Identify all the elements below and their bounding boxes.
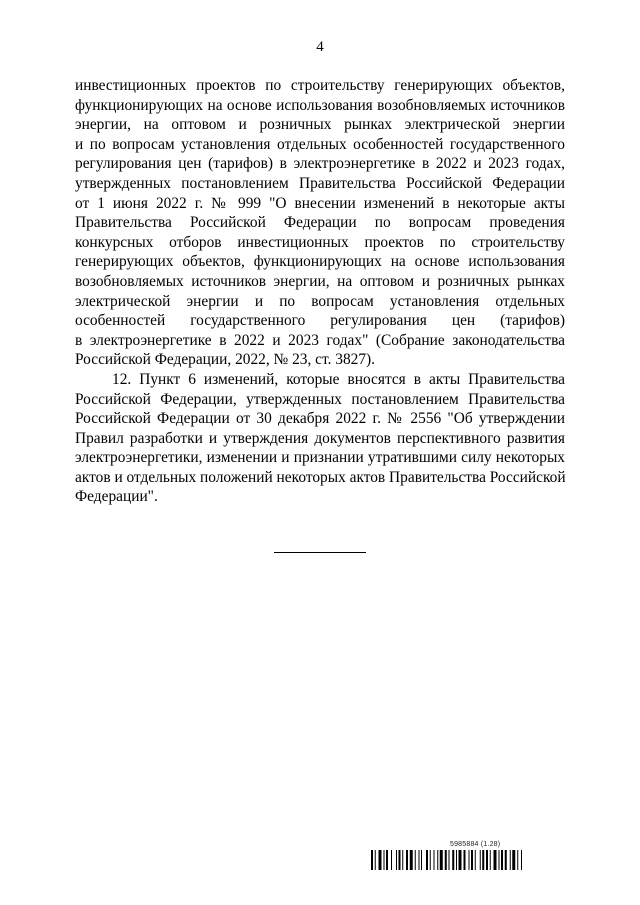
paragraph-1-line: утвержденных постановлением Правительства Российской Федерации <box>75 174 565 192</box>
barcode-label: 5985884 (1.28) <box>450 841 501 848</box>
paragraph-1-line: генерирующих объектов, функционирующих на основе использования <box>75 253 565 271</box>
paragraph-1-line: от 1 июня 2022 г. № 999 "О внесении изменений в некоторые акты <box>75 194 565 212</box>
paragraph-1-line: возобновляемых источников энергии, на оптовом и розничных рынках <box>75 272 565 290</box>
paragraph-1-line: инвестиционных проектов по строительству генерирующих объектов, <box>75 77 565 94</box>
paragraph-1-line: электрической энергии и по вопросам установления отдельных <box>75 292 565 310</box>
paragraph-2-line: Российской Федерации от 30 декабря 2022 г. № 2556 "Об утверждении <box>75 410 565 428</box>
paragraph-1-line: конкурсных отборов инвестиционных проектов по строительству <box>75 233 565 251</box>
paragraph-1-line: особенностей государственного регулирования цен (тарифов) <box>75 312 565 330</box>
paragraph-2-line: Правил разработки и утверждения документов перспективного развития <box>75 429 565 447</box>
paragraph-1-line: в электроэнергетике в 2022 и 2023 годах" (Собрание законодательства <box>75 331 565 349</box>
paragraph-1-line: Правительства Российской Федерации по вопросам проведения <box>75 214 565 232</box>
document-body <box>75 76 565 507</box>
page-number: 4 <box>316 39 324 55</box>
barcode-icon <box>371 850 567 870</box>
paragraph-1-line: энергии, на оптовом и розничных рынках электрической энергии <box>75 116 565 134</box>
paragraph-1-line: и по вопросам установления отдельных особенностей государственного <box>75 135 565 153</box>
paragraph-1-last-line: Российской Федерации, 2022, № 23, ст. 3827). <box>75 351 376 369</box>
paragraph-2-line: электроэнергетики, изменении и признании утратившими силу некоторых <box>75 449 565 467</box>
paragraph-2-line: Российской Федерации, утвержденных постановлением Правительства <box>75 390 565 408</box>
paragraph-2-last-line: Федерации". <box>75 488 158 506</box>
paragraph-2-first-line: 12. Пункт 6 изменений, которые вносятся в акты Правительства <box>112 370 565 388</box>
paragraph-1-line: функционирующих на основе использования возобновляемых источников <box>75 96 565 114</box>
paragraph-2-line: актов и отдельных положений некоторых актов Правительства Российской <box>75 468 566 486</box>
paragraph-1-line: регулирования цен (тарифов) в электроэнергетике в 2022 и 2023 годах, <box>75 155 565 173</box>
end-separator-line <box>274 552 366 553</box>
